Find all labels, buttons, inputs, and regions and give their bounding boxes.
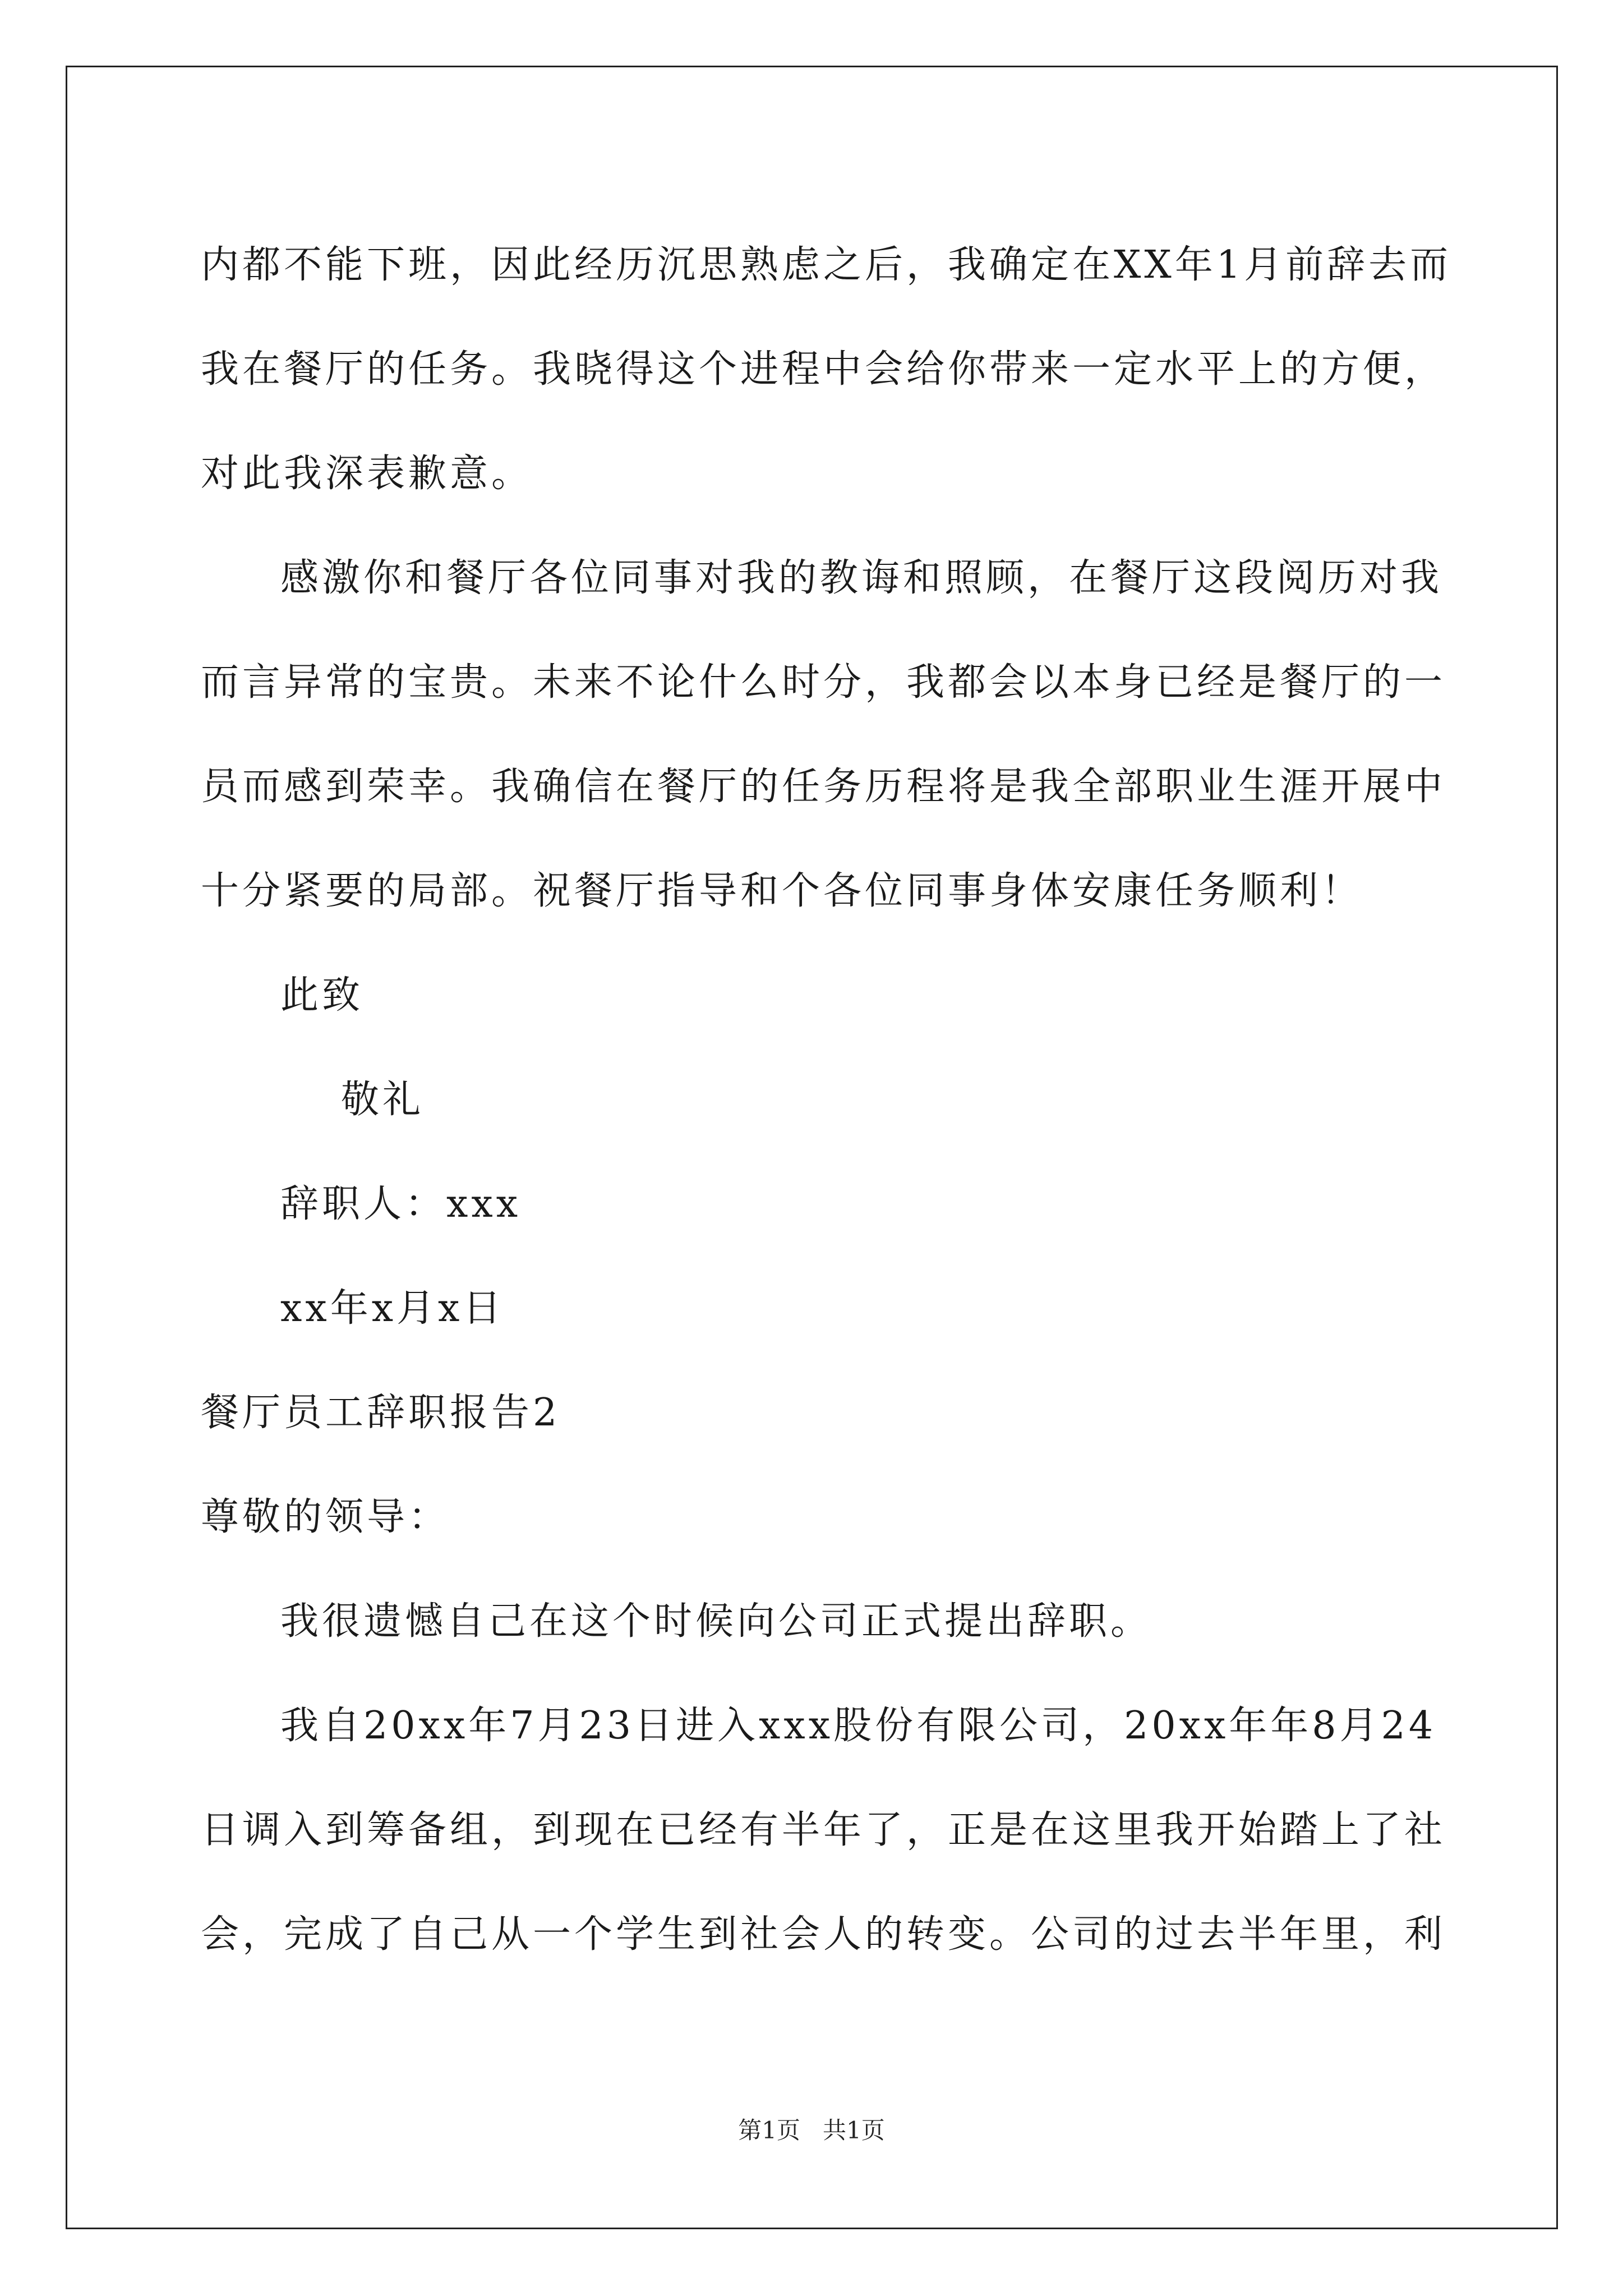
paragraph-line: 而言异常的宝贵。未来不论什么时分，我都会以本身已经是餐厅的一 bbox=[201, 660, 1446, 705]
paragraph-line: 员而感到荣幸。我确信在餐厅的任务历程将是我全部职业生涯开展中 bbox=[201, 765, 1446, 809]
paragraph-line: 我在餐厅的任务。我晓得这个进程中会给你带来一定水平上的方便， bbox=[201, 347, 1446, 392]
salutation: 敬礼 bbox=[341, 1078, 425, 1122]
signature-line: 辞职人：xxx bbox=[280, 1182, 522, 1226]
paragraph-line: 感激你和餐厅各位同事对我的教诲和照顾，在餐厅这段阅历对我 bbox=[280, 556, 1443, 600]
page-number: 第1页 bbox=[738, 2116, 800, 2144]
paragraph-line: 内都不能下班，因此经历沉思熟虑之后，我确定在XX年1月前辞去而 bbox=[201, 243, 1452, 287]
paragraph-line: 日调入到筹备组，到现在已经有半年了，正是在这里我开始踏上了社 bbox=[201, 1808, 1446, 1852]
paragraph-line: 我很遗憾自己在这个时候向公司正式提出辞职。 bbox=[280, 1599, 1152, 1644]
page-footer bbox=[0, 2114, 1623, 2147]
closing-phrase: 此致 bbox=[280, 973, 364, 1018]
paragraph-line: 我自20xx年7月23日进入xxx股份有限公司，20xx年年8月24 bbox=[280, 1704, 1437, 1748]
section-title: 餐厅员工辞职报告2 bbox=[201, 1391, 561, 1435]
date-line: xx年x月x日 bbox=[280, 1286, 505, 1331]
paragraph-line: 会，完成了自己从一个学生到社会人的转变。公司的过去半年里，利 bbox=[201, 1912, 1446, 1957]
page-total: 共1页 bbox=[823, 2116, 885, 2144]
greeting: 尊敬的领导： bbox=[201, 1495, 450, 1539]
paragraph-line: 对此我深表歉意。 bbox=[201, 452, 533, 496]
paragraph-line: 十分紧要的局部。祝餐厅指导和个各位同事身体安康任务顺利！ bbox=[201, 869, 1363, 913]
document-body bbox=[201, 213, 1452, 1987]
